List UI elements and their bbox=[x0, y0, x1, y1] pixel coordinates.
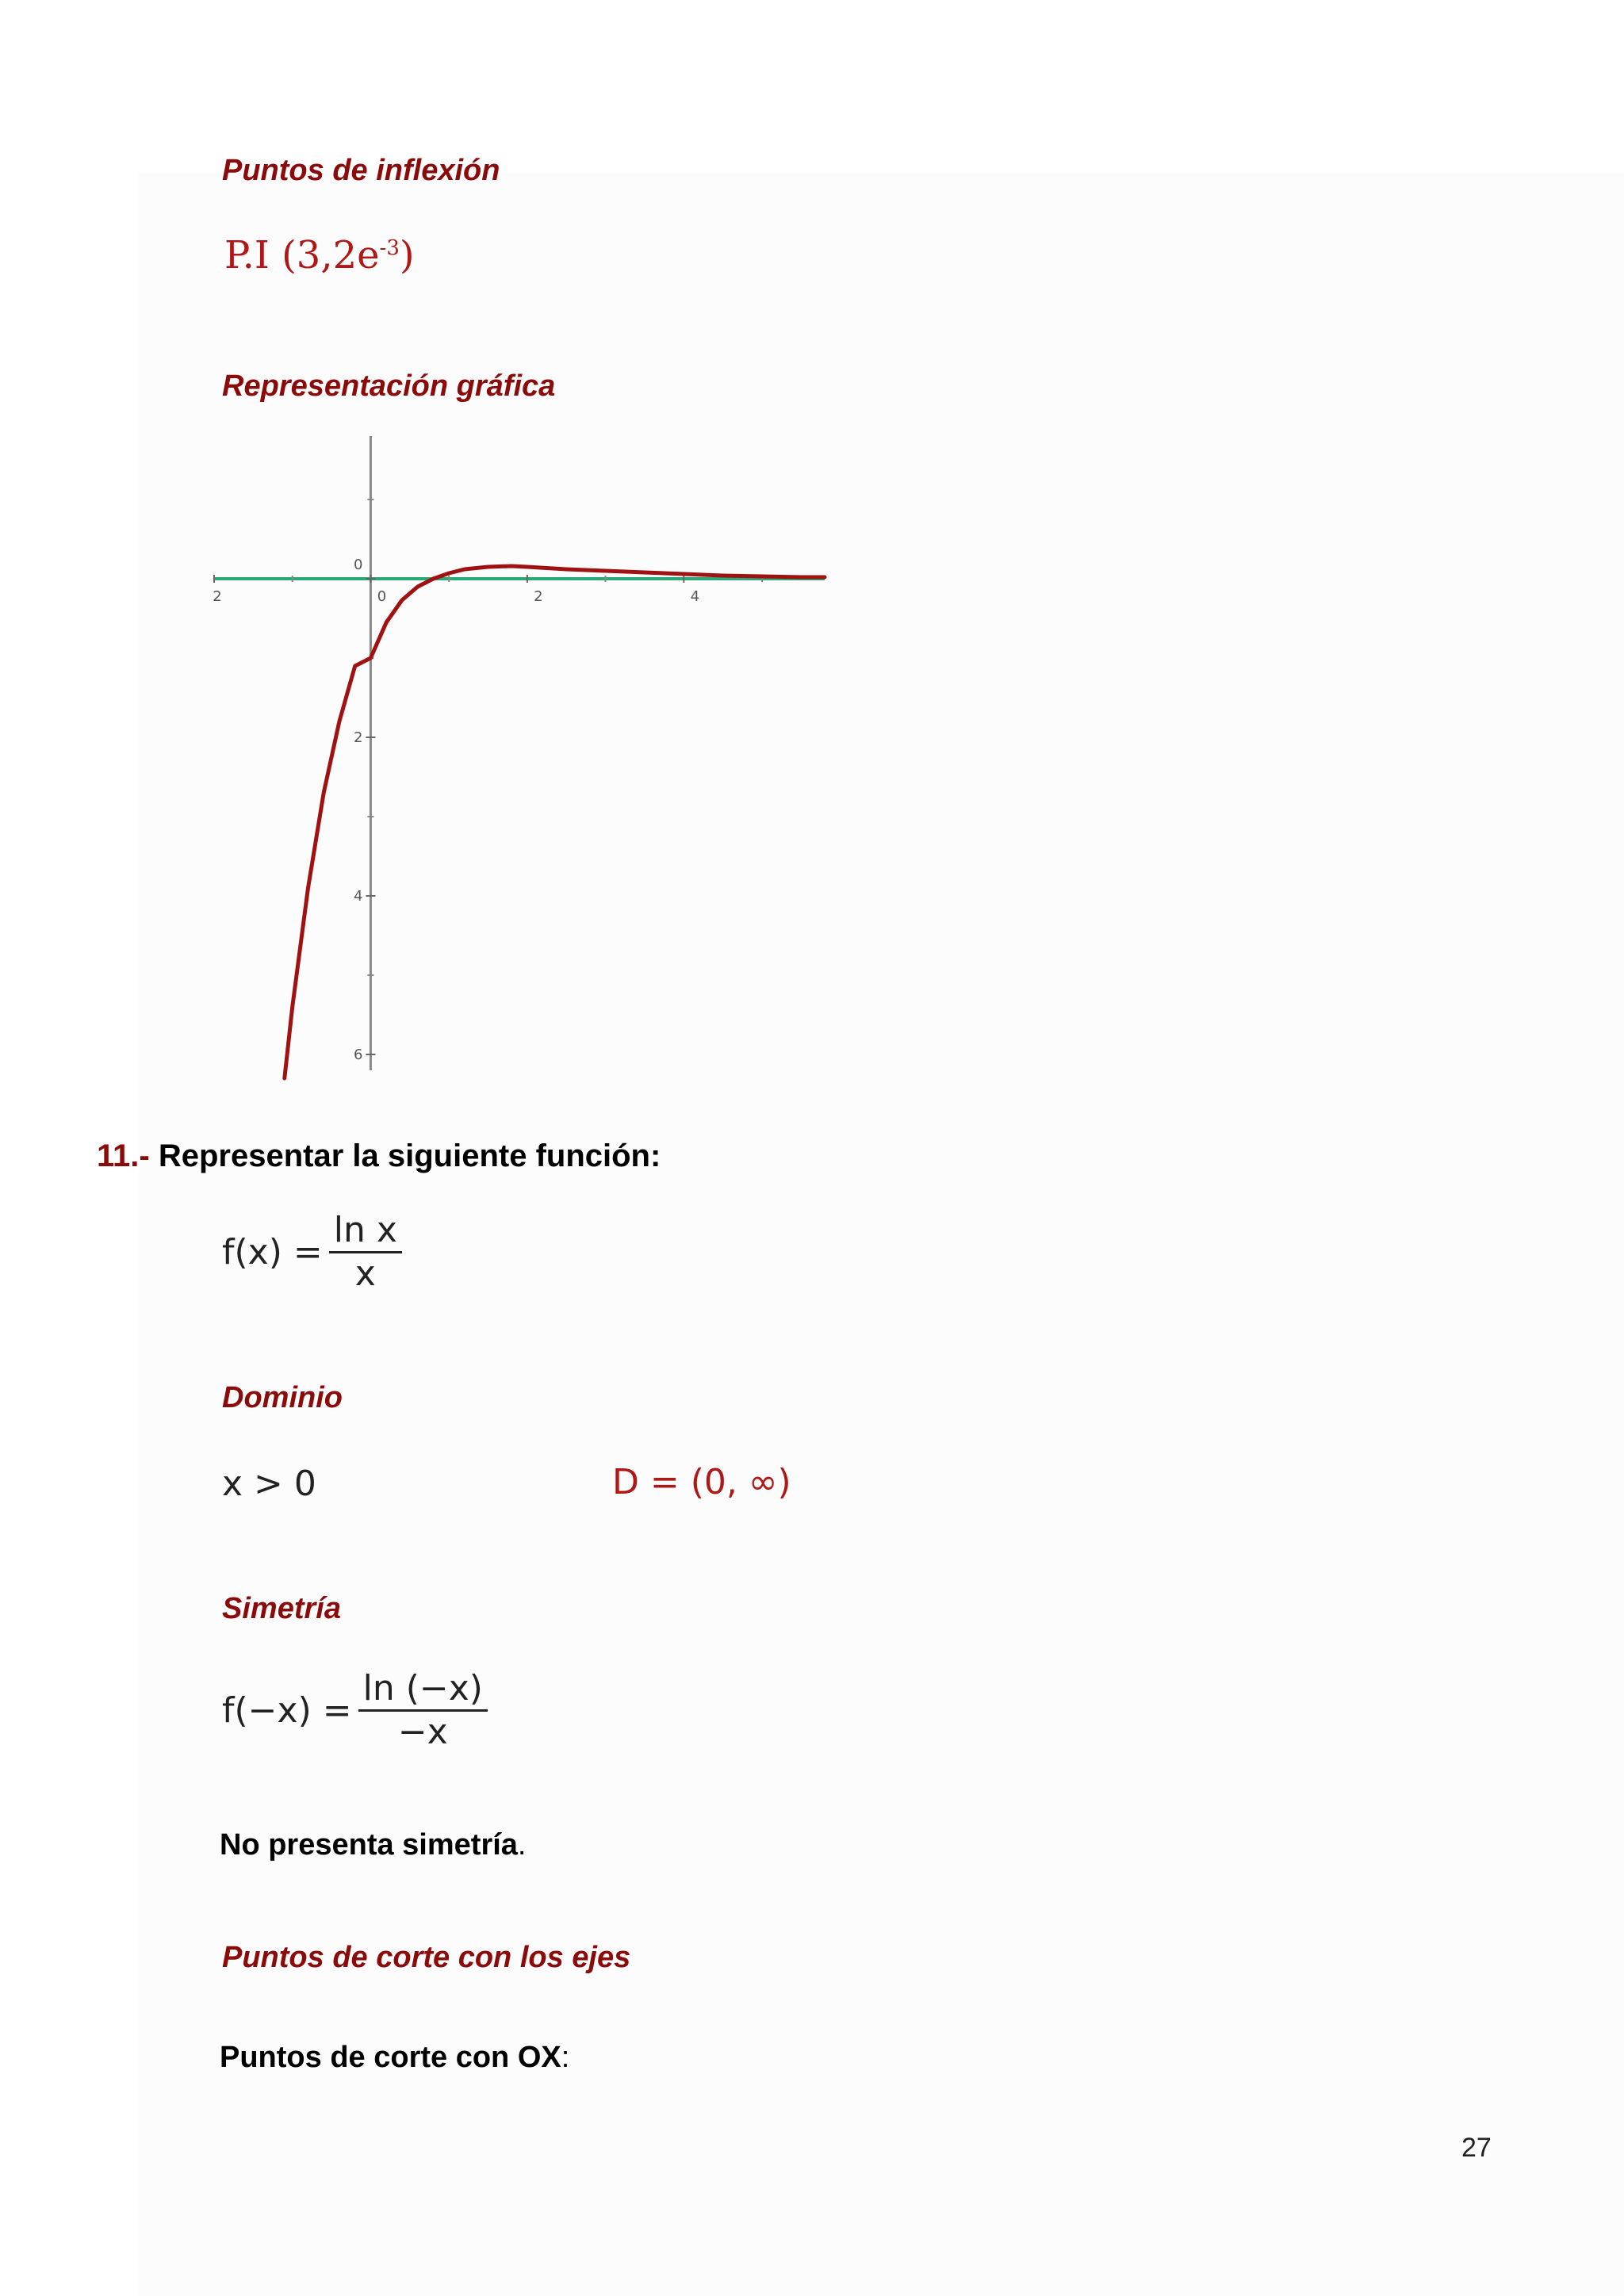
corte-ox-line bbox=[220, 2042, 569, 2072]
x-tick-label: 4 bbox=[690, 588, 700, 605]
simetria-fraction bbox=[358, 1668, 488, 1752]
function-fraction bbox=[329, 1210, 402, 1294]
dominio-result: D = (0, ∞) bbox=[612, 1462, 791, 1502]
x-tick-label: 2 bbox=[534, 588, 543, 605]
x-tick-label: 2 bbox=[213, 588, 222, 605]
function-curve bbox=[285, 566, 825, 1078]
simetria-conclusion: No presenta simetría bbox=[220, 1828, 518, 1862]
simetria-formula bbox=[222, 1668, 488, 1752]
heading-simetria: Simetría bbox=[222, 1592, 341, 1625]
inflexion-close: ) bbox=[399, 233, 415, 277]
dominio-condition: x > 0 bbox=[222, 1464, 316, 1504]
inflexion-exponent: -3 bbox=[379, 236, 400, 260]
function-graph bbox=[214, 436, 825, 1070]
problem-number: 11.- bbox=[97, 1138, 150, 1173]
simetria-numerator: ln (−x) bbox=[358, 1671, 488, 1712]
function-denominator: x bbox=[354, 1253, 376, 1294]
inflexion-prefix: P.I bbox=[224, 233, 270, 277]
simetria-conclusion-period: . bbox=[517, 1828, 527, 1862]
simetria-lhs: f(−x) = bbox=[222, 1689, 352, 1731]
y-tick-label: 6 bbox=[353, 1047, 363, 1063]
heading-grafica: Representación gráfica bbox=[222, 369, 556, 403]
y-tick-label: 0 bbox=[353, 557, 363, 573]
heading-inflexion: Puntos de inflexión bbox=[222, 154, 500, 187]
y-tick-label: 4 bbox=[353, 888, 363, 905]
simetria-conclusion-line bbox=[220, 1830, 526, 1860]
function-definition bbox=[222, 1210, 402, 1294]
inflexion-point: (3,2e bbox=[282, 233, 380, 277]
function-lhs: f(x) = bbox=[222, 1231, 323, 1272]
problem-statement: Representar la siguiente función: bbox=[158, 1138, 661, 1173]
inflexion-formula bbox=[224, 233, 415, 277]
simetria-denominator: −x bbox=[397, 1712, 448, 1752]
heading-corte: Puntos de corte con los ejes bbox=[222, 1941, 631, 1974]
y-tick-label: 2 bbox=[353, 729, 363, 746]
page-number: 27 bbox=[1461, 2133, 1492, 2163]
x-tick-label: 0 bbox=[377, 588, 387, 605]
function-numerator: ln x bbox=[329, 1213, 402, 1253]
corte-ox-subheading: Puntos de corte con OX bbox=[220, 2041, 561, 2074]
corte-ox-colon: : bbox=[561, 2041, 570, 2074]
heading-dominio: Dominio bbox=[222, 1381, 343, 1414]
problem-line bbox=[97, 1140, 661, 1172]
